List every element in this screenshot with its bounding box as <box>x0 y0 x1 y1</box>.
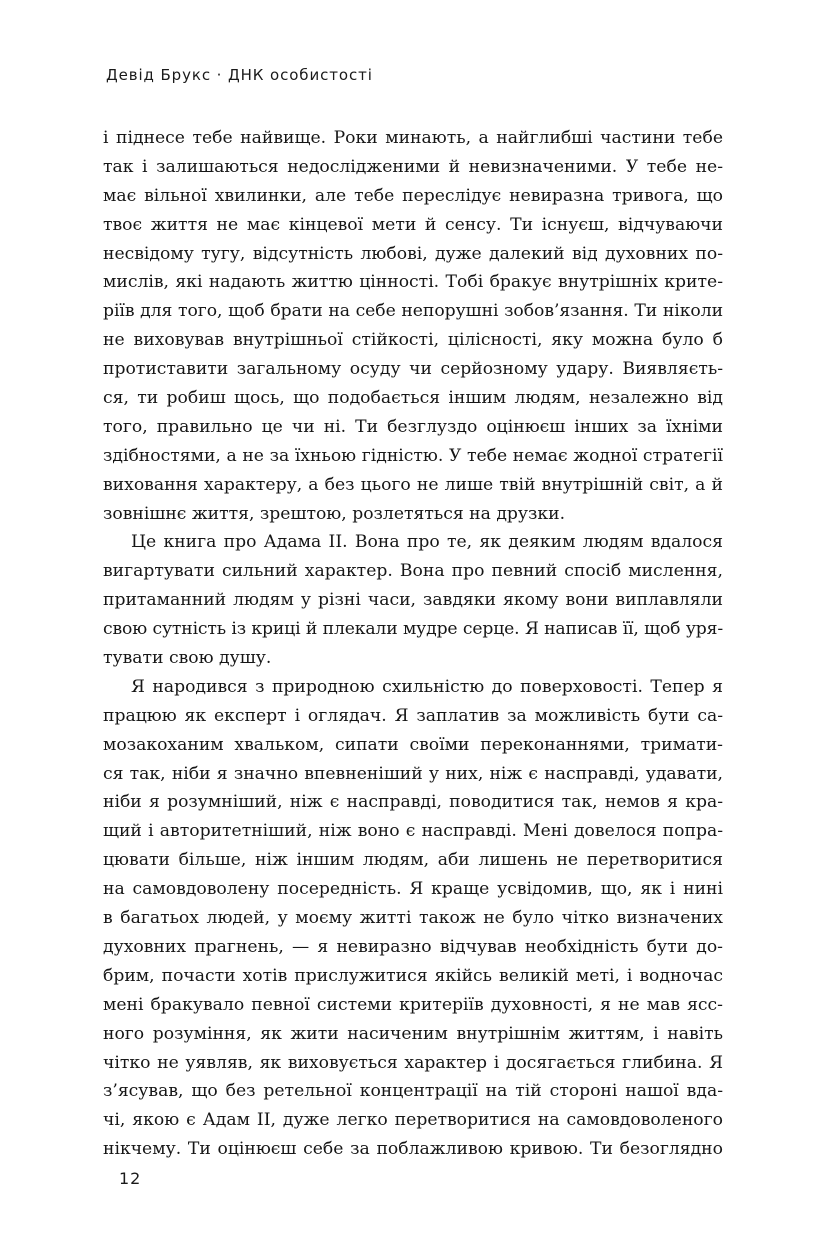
paragraph-last-line: зовнішнє життя, зрештою, розлетяться на друзки. <box>103 503 566 524</box>
text-line: духовних прагнень, — я невиразно відчував необхідність бути до- <box>103 936 723 957</box>
text-line: на самовдоволену посередність. Я краще усвідомив, що, як і нині <box>103 879 723 900</box>
text-line: вигартувати сильний характер. Вона про певний спосіб мислення, <box>103 561 723 582</box>
text-line: не виховував внутрішньої стійкості, цілісності, яку можна було б <box>103 330 723 351</box>
text-line: так і залишаються недослідженими й невизначеними. У тебе не- <box>103 156 723 177</box>
paragraph-last-line: тувати свою душу. <box>103 648 272 669</box>
text-line: ного розуміння, як жити насиченим внутрішнім життям, і навіть <box>103 1023 723 1044</box>
text-line: щий і авторитетніший, ніж воно є насправді. Мені довелося попра- <box>103 821 723 842</box>
text-line: протиставити загальному осуду чи серйозному удару. Виявляєть- <box>103 359 723 380</box>
text-line: в багатьох людей, у моєму житті також не було чітко визначених <box>103 908 723 929</box>
body-text <box>103 124 723 1164</box>
text-line: несвідому тугу, відсутність любові, дуже далекий від духовних по- <box>103 243 723 264</box>
page-number: 12 <box>119 1169 142 1188</box>
text-line: притаманний людям у різні часи, завдяки якому вони виплавляли <box>103 590 723 611</box>
text-line: і піднесе тебе найвище. Роки минають, а найглибші частини тебе <box>103 128 723 148</box>
text-line: цювати більше, ніж іншим людям, аби лишень не перетворитися <box>103 850 723 871</box>
text-line: твоє життя не має кінцевої мети й сенсу. Ти існуєш, відчуваючи <box>103 214 723 235</box>
text-line: ріїв для того, щоб брати на себе непорушні зобов’язання. Ти ніколи <box>103 301 723 322</box>
text-line: мені бракувало певної системи критеріїв духовності, я не мав ясс- <box>103 994 723 1015</box>
text-line: нікчему. Ти оцінюєш себе за поблажливою кривою. Ти безоглядно <box>103 1139 723 1160</box>
text-line: мозакоханим хвальком, сипати своїми переконаннями, тримати- <box>103 734 723 755</box>
running-head: Девід Брукс · ДНК особистості <box>106 66 373 84</box>
text-line: мислів, які надають життю цінності. Тобі бракує внутрішніх крите- <box>103 272 723 293</box>
paragraph-first-line: Я народився з природною схильністю до поверховості. Тепер я <box>131 676 723 697</box>
text-line: свою сутність із криці й плекали мудре серце. Я написав її, щоб уря- <box>103 619 723 640</box>
text-line: ніби я розумніший, ніж є насправді, поводитися так, немов я кра- <box>103 792 723 813</box>
text-line: чітко не уявляв, як виховується характер і досягається глибина. Я <box>103 1052 723 1073</box>
text-line: з’ясував, що без ретельної концентрації на тій стороні нашої вда- <box>103 1081 723 1102</box>
text-line: виховання характеру, а без цього не лише твій внутрішній світ, а й <box>103 474 723 495</box>
text-line: чі, якою є Адам ІІ, дуже легко перетворитися на самовдоволеного <box>103 1110 723 1131</box>
text-line: того, правильно це чи ні. Ти безглуздо оцінюєш інших за їхніми <box>103 416 723 437</box>
paragraph-first-line: Це книга про Адама ІІ. Вона про те, як деяким людям вдалося <box>131 532 723 553</box>
text-line: здібностями, а не за їхньою гідністю. У тебе немає жодної стратегії <box>103 445 723 466</box>
text-line: має вільної хвилинки, але тебе переслідує невиразна тривога, що <box>103 185 723 206</box>
text-line: ся, ти робиш щось, що подобається іншим людям, незалежно від <box>103 388 723 409</box>
text-line: працюю як експерт і оглядач. Я заплатив за можливість бути са- <box>103 705 723 726</box>
text-line: брим, почасти хотів прислужитися якійсь великій меті, і водночас <box>103 965 723 986</box>
text-line: ся так, ніби я значно впевненіший у них, ніж є насправді, удавати, <box>103 763 723 784</box>
